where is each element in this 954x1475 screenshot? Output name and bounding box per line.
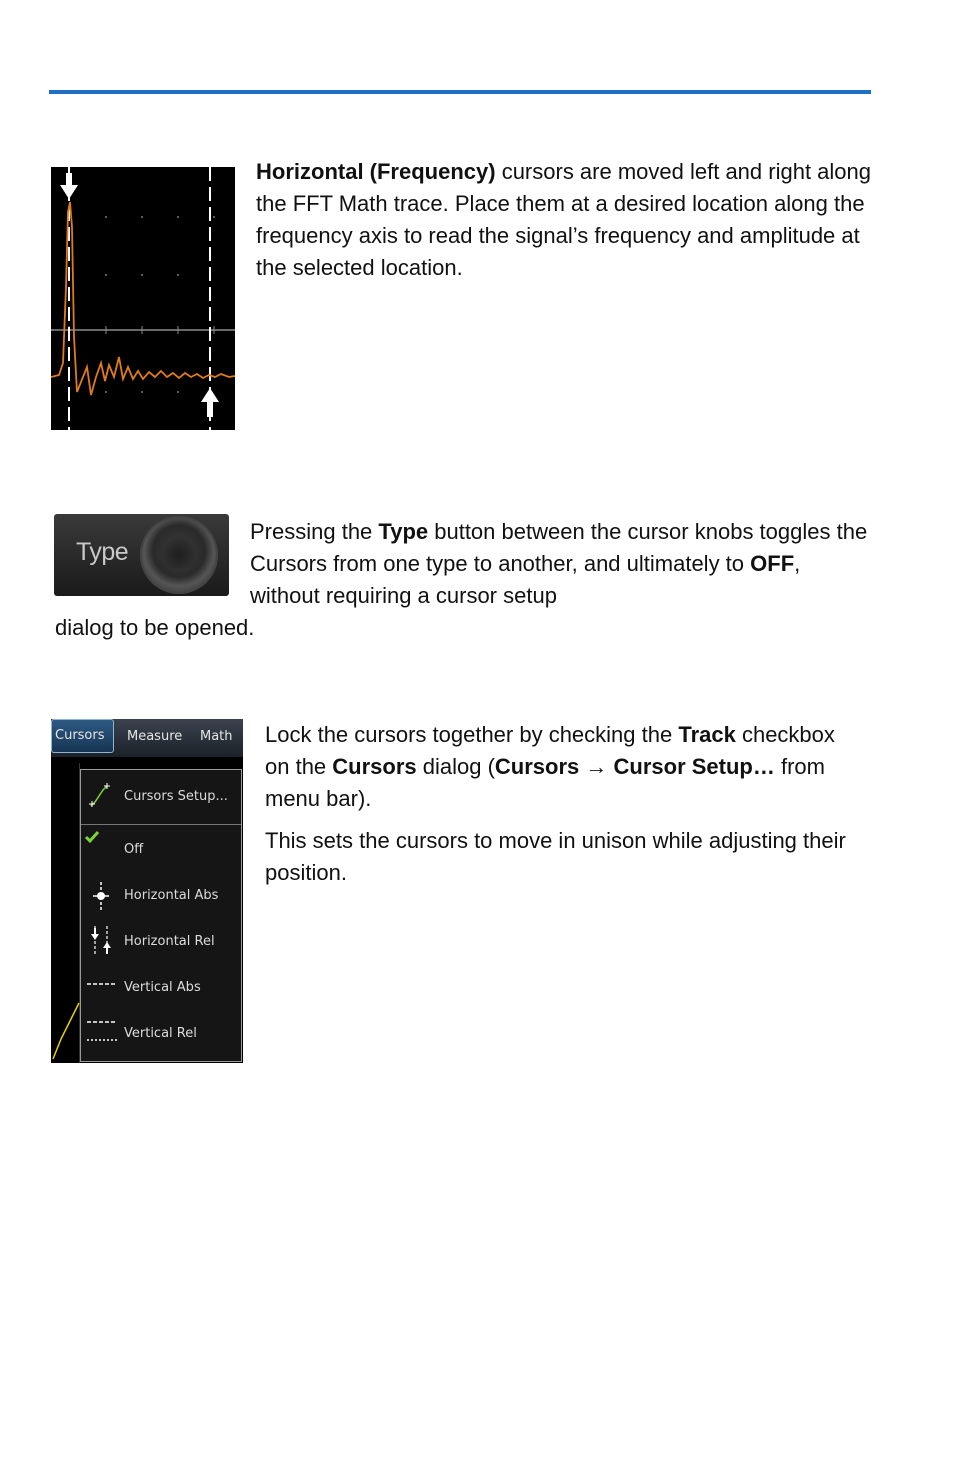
section1-paragraph bbox=[256, 156, 876, 284]
menu-item-off[interactable]: Off bbox=[124, 842, 144, 857]
header-rule bbox=[49, 90, 871, 94]
yellow-trace-graphic bbox=[51, 979, 81, 1063]
section3-bold-track: Track bbox=[678, 722, 736, 747]
menu-item-vertical-rel[interactable]: Vertical Rel bbox=[124, 1026, 197, 1041]
menu-bar bbox=[51, 719, 243, 757]
type-button-label: Type bbox=[76, 538, 129, 566]
section2-continuation: dialog to be opened. bbox=[55, 615, 255, 640]
section3-paragraph-2: This sets the cursors to move in unison while adjusting their position. bbox=[265, 828, 846, 885]
section3-bold-cursor-setup: Cursor Setup… bbox=[613, 754, 775, 779]
fft-trace-graphic bbox=[51, 167, 235, 430]
menu-item-cursors-setup[interactable]: Cursors Setup... bbox=[124, 789, 228, 804]
menu-cursors-label: Cursors bbox=[55, 728, 105, 743]
section3-bold-cursors-2: Cursors bbox=[494, 754, 580, 779]
horizontal-rel-icon bbox=[89, 926, 113, 956]
menu-item-vertical-abs[interactable]: Vertical Abs bbox=[124, 980, 201, 995]
cursors-menu-figure bbox=[51, 719, 243, 1063]
section3-text-3: dialog ( bbox=[416, 754, 495, 779]
cursors-dropdown bbox=[80, 769, 242, 1062]
section3-text-4: from menu bar). bbox=[265, 754, 825, 811]
vertical-rel-icon bbox=[87, 1018, 117, 1044]
menu-math[interactable]: Math bbox=[200, 729, 233, 744]
section3-text bbox=[265, 719, 865, 889]
horizontal-abs-icon bbox=[91, 882, 111, 910]
vertical-abs-icon bbox=[87, 980, 117, 988]
section2-bold-off: OFF bbox=[750, 551, 795, 576]
cursor-knob-icon bbox=[140, 516, 218, 594]
right-arrow-icon: → bbox=[579, 754, 614, 779]
menu-separator bbox=[81, 824, 241, 825]
menu-cursors[interactable] bbox=[51, 719, 114, 753]
section3-bold-cursors: Cursors bbox=[332, 754, 417, 779]
checkmark-icon bbox=[84, 830, 100, 844]
section3-text-2: checkbox on the bbox=[265, 722, 835, 779]
section2-text-1: Pressing the bbox=[250, 519, 379, 544]
section1-text: cursors are moved left and right along the FFT Math trace. Place them at a desired location along the frequency axis to read the signal’s frequency and amplitude at the selected location. bbox=[256, 159, 871, 280]
fft-cursor-figure bbox=[51, 167, 235, 430]
menu-measure[interactable]: Measure bbox=[127, 729, 183, 744]
section2-paragraph bbox=[250, 516, 870, 612]
section2-text-3: , without requiring a cursor setup bbox=[250, 551, 801, 608]
section2-text-2: button between the cursor knobs toggles the Cursors from one type to another, and ultimately to bbox=[250, 519, 868, 576]
menu-item-horizontal-rel[interactable]: Horizontal Rel bbox=[124, 934, 215, 949]
cursors-setup-icon bbox=[87, 782, 113, 810]
section3-paragraph-1 bbox=[265, 719, 865, 815]
section1-bold-term: Horizontal (Frequency) bbox=[256, 159, 496, 184]
section3-text-1: Lock the cursors together by checking the bbox=[265, 722, 679, 747]
menu-item-horizontal-abs[interactable]: Horizontal Abs bbox=[124, 888, 219, 903]
type-button-figure bbox=[54, 514, 229, 596]
section2-bold-type: Type bbox=[378, 519, 429, 544]
